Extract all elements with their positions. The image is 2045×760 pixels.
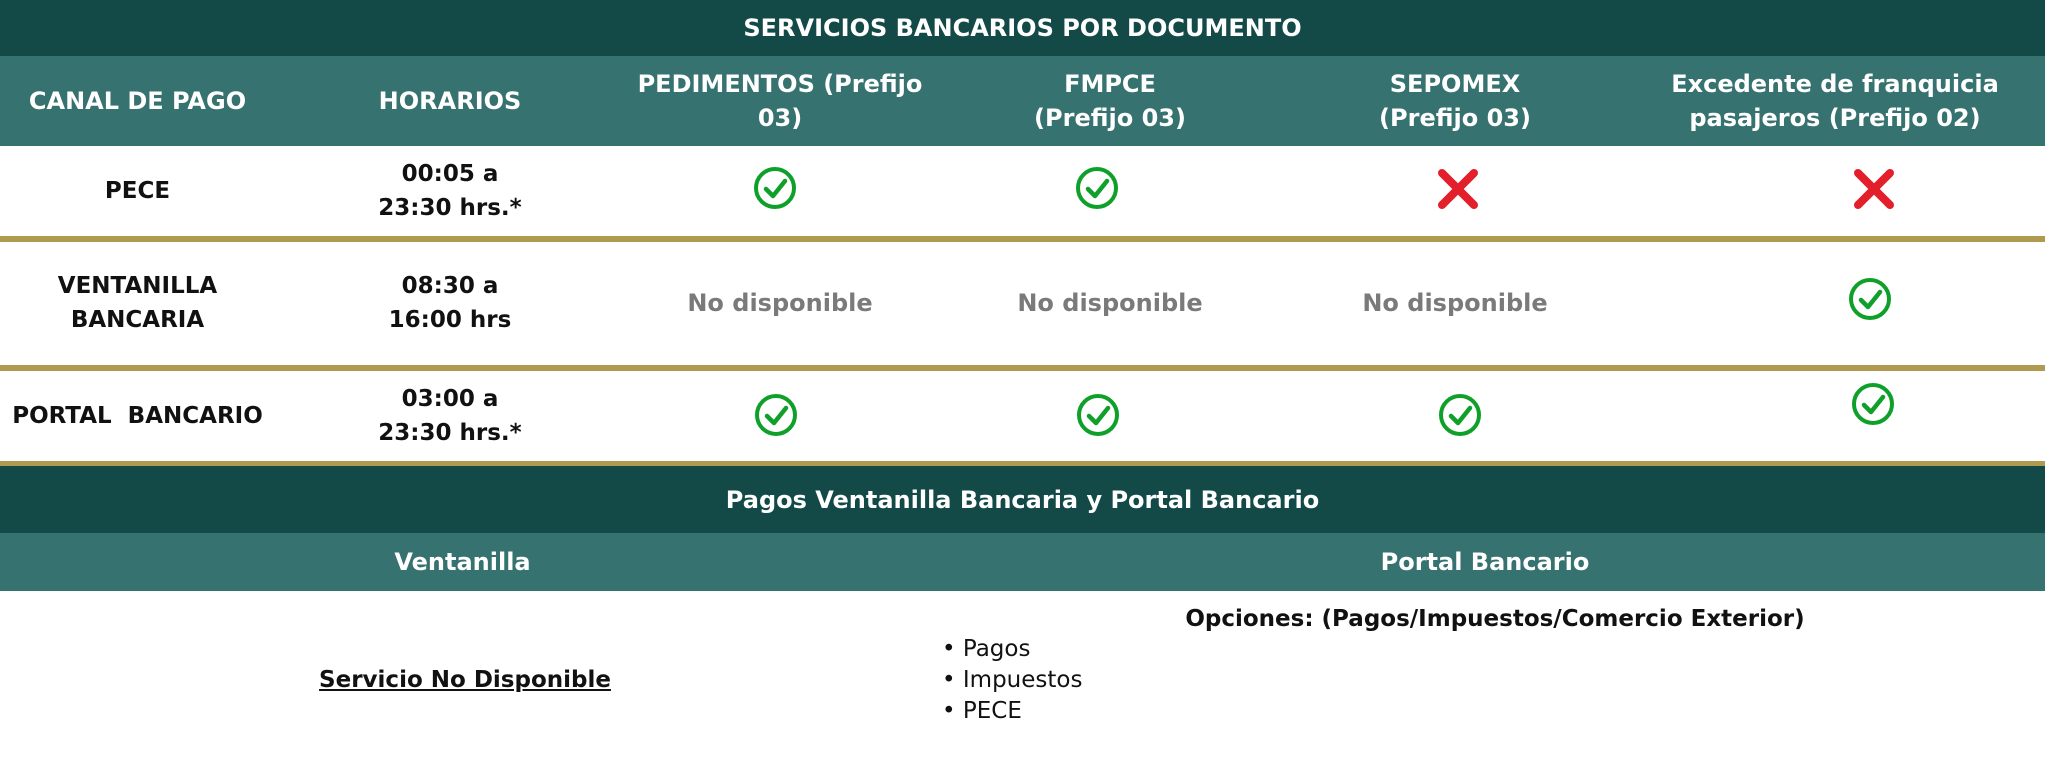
- col-header-pedimentos: PEDIMENTOS (Prefijo 03): [637, 70, 923, 132]
- row-pece-canal: PECE: [104, 178, 171, 204]
- check-icon: [753, 166, 797, 210]
- row-pece-horario: 00:05 a 23:30 hrs.*: [378, 161, 522, 221]
- check-icon: [754, 393, 798, 437]
- payments-title: Pagos Ventanilla Bancaria y Portal Bancario: [725, 485, 1320, 514]
- col-header-excedente: Excedente de franquicia pasajeros (Prefijo 02): [1671, 70, 1999, 132]
- col-header-fmpce: FMPCE (Prefijo 03): [1034, 70, 1186, 132]
- status-not-available: No disponible: [1017, 289, 1203, 317]
- row-portal-horario: 03:00 a 23:30 hrs.*: [378, 386, 522, 446]
- col-header-horarios: HORARIOS: [378, 87, 522, 115]
- col-header-canal: CANAL DE PAGO: [28, 87, 247, 115]
- check-icon: [1848, 277, 1892, 321]
- cross-icon: [1437, 168, 1479, 210]
- row-portal-canal: PORTAL BANCARIO: [12, 403, 263, 429]
- cross-icon: [1853, 168, 1895, 210]
- payments-title-band: [0, 466, 2045, 533]
- list-item: • PECE: [942, 698, 1022, 724]
- check-icon: [1075, 166, 1119, 210]
- ventanilla-header: Ventanilla: [394, 548, 531, 576]
- portal-options-list: [942, 634, 1082, 727]
- check-icon: [1076, 393, 1120, 437]
- col-header-sepomex: SEPOMEX (Prefijo 03): [1379, 70, 1531, 132]
- row-ventanilla-horario: 08:30 a 16:00 hrs: [388, 273, 512, 333]
- row-ventanilla-canal: VENTANILLA BANCARIA: [57, 273, 218, 333]
- check-icon: [1438, 393, 1482, 437]
- list-item: • Pagos: [942, 636, 1031, 662]
- status-not-available: No disponible: [1362, 289, 1548, 317]
- list-item: • Impuestos: [942, 667, 1083, 693]
- check-icon: [1851, 382, 1895, 426]
- status-not-available: No disponible: [687, 289, 873, 317]
- portal-header: Portal Bancario: [1380, 548, 1590, 576]
- table-title-band: [0, 0, 2045, 56]
- portal-options: Opciones: (Pagos/Impuestos/Comercio Exterior): [1185, 606, 1805, 632]
- table-title: SERVICIOS BANCARIOS POR DOCUMENTO: [743, 14, 1302, 42]
- ventanilla-status: Servicio No Disponible: [319, 667, 611, 693]
